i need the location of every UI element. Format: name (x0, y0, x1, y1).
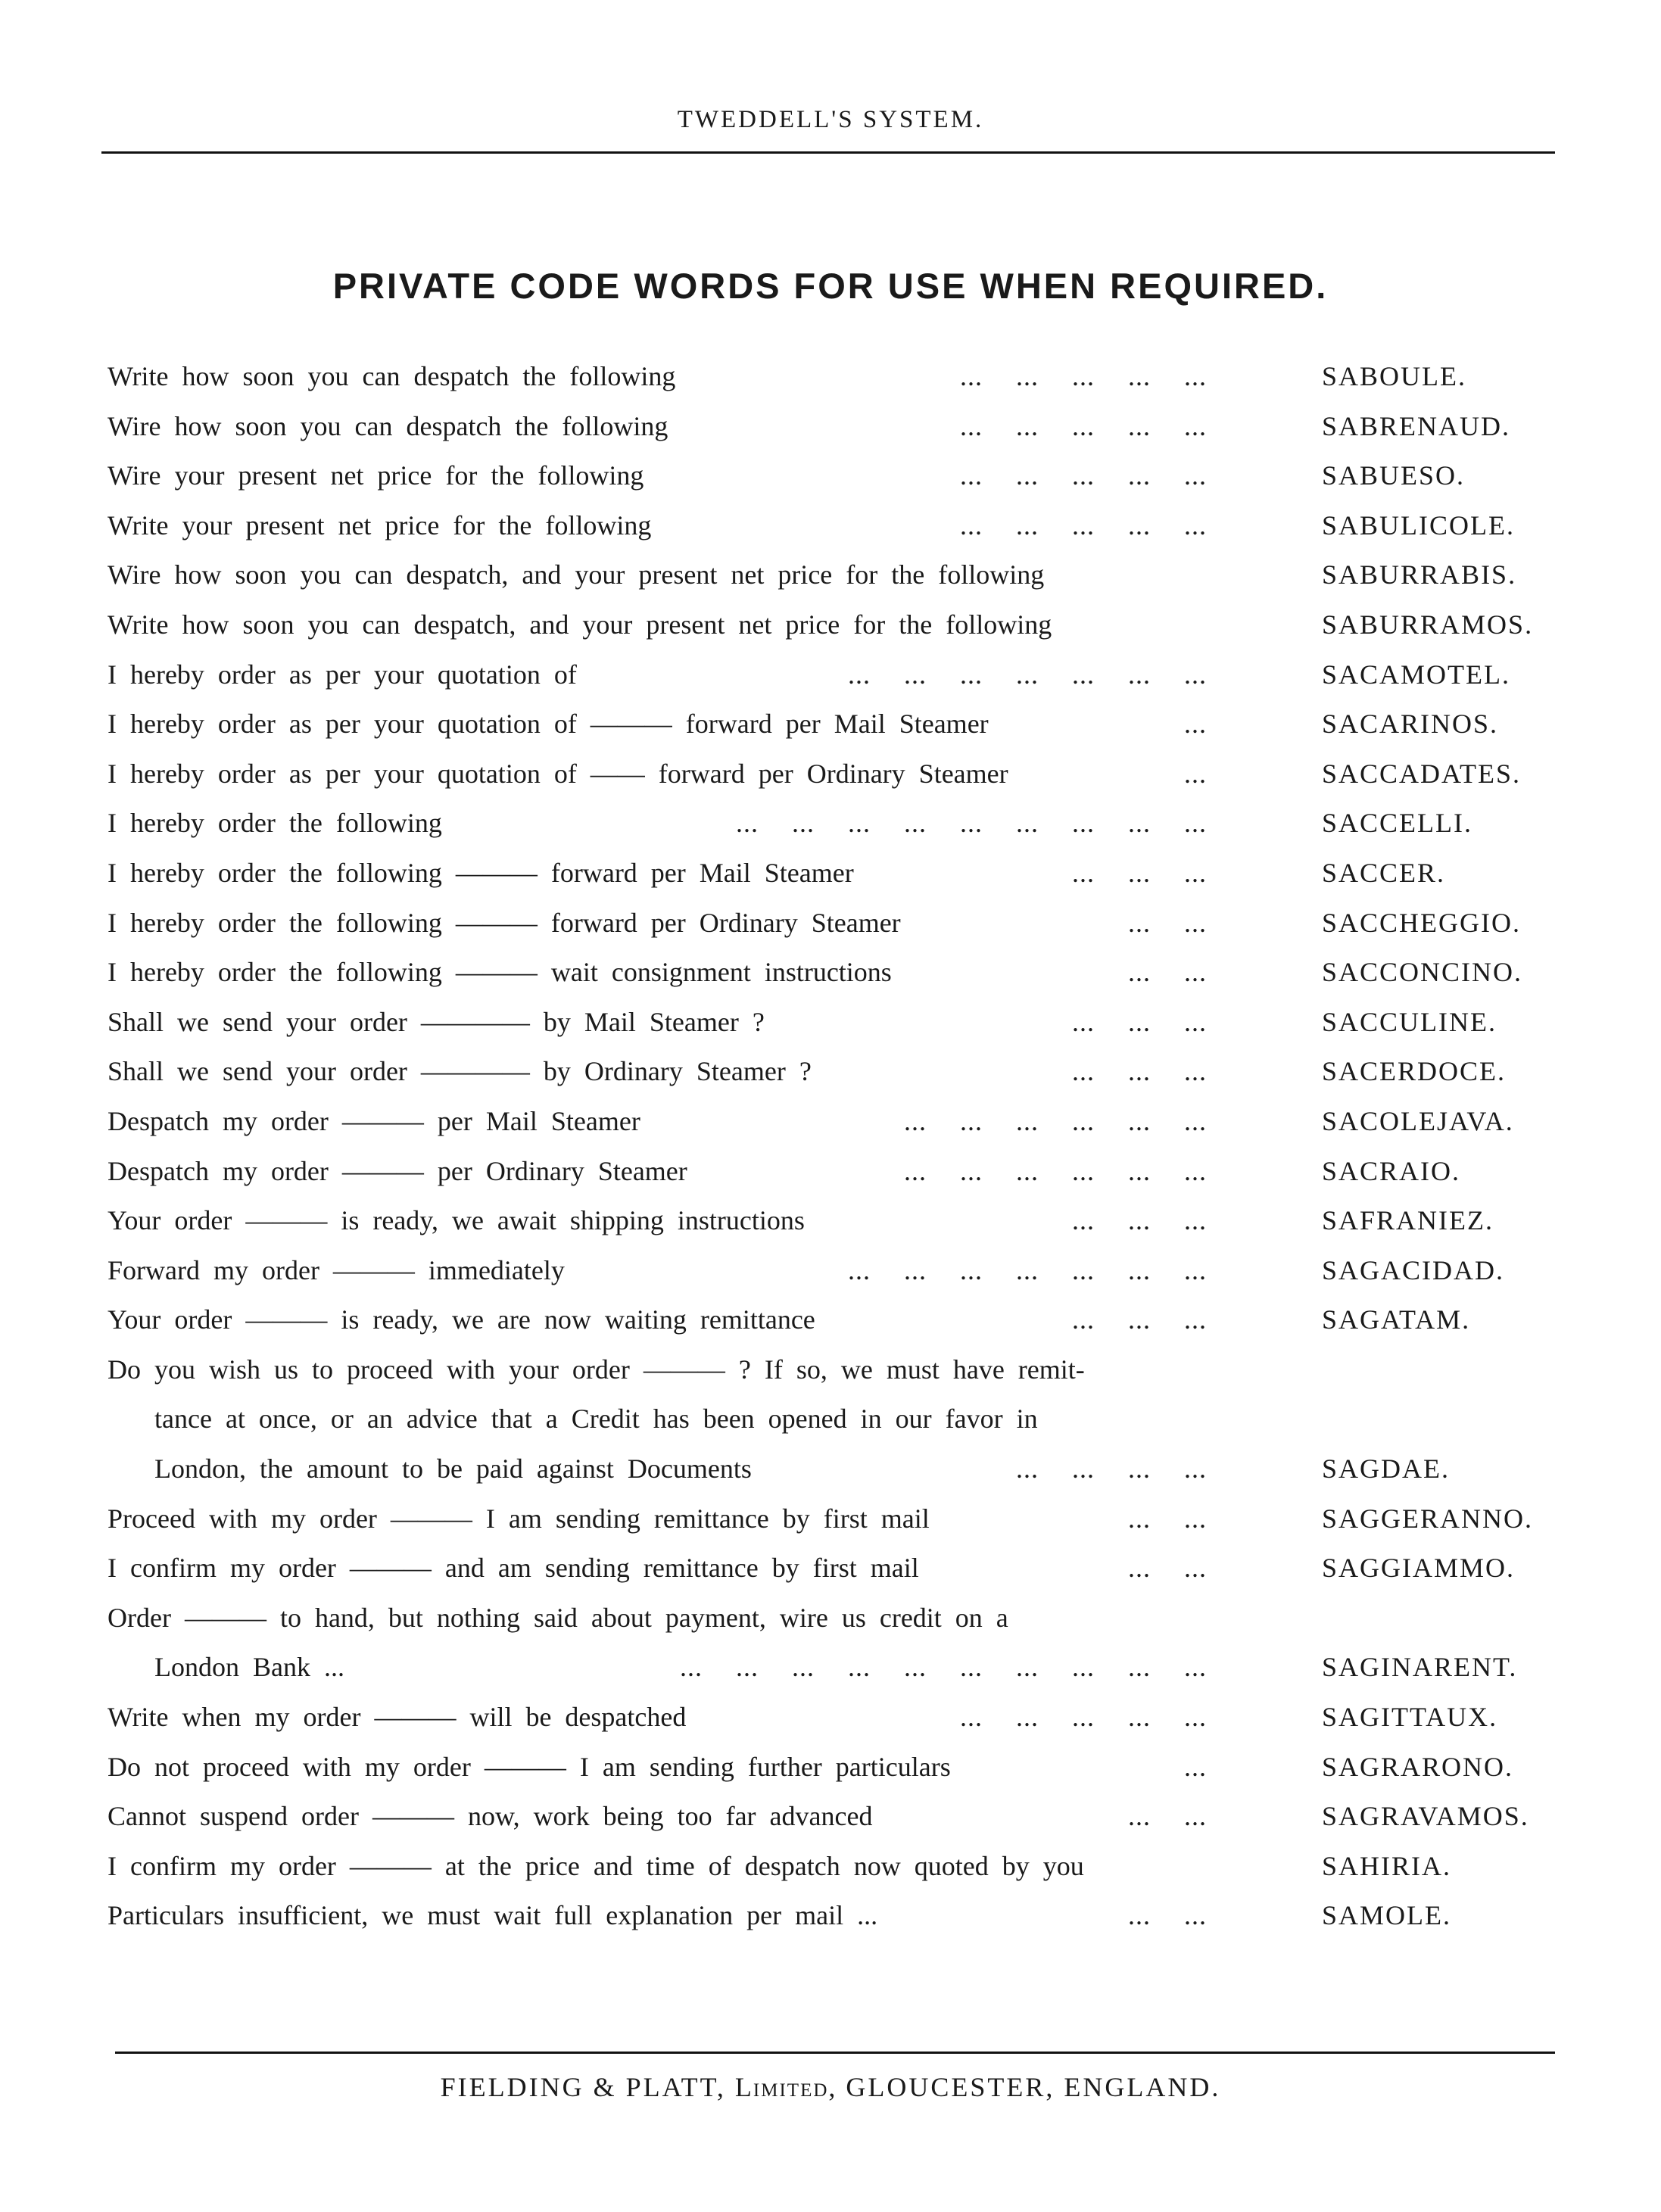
entry-phrase: I hereby order the following (108, 808, 442, 839)
entry-phrase: I confirm my order ——— at the price and time of despatch now quoted by you (108, 1850, 1084, 1881)
entry-phrase: Do not proceed with my order ——— I am sending further particulars (108, 1751, 951, 1782)
entry-phrase: Write how soon you can despatch, and your present net price for the following (108, 609, 1052, 640)
code-word: SAMOLE. (1322, 1900, 1452, 1931)
code-word: SACRAIO. (1322, 1155, 1461, 1186)
leader-dots: ... ... ... (1061, 1006, 1207, 1038)
entry-phrase: Despatch my order ——— per Ordinary Steamer (108, 1155, 687, 1186)
leader-dots: ... ... ... (1061, 1304, 1207, 1335)
code-word: SACCULINE. (1322, 1006, 1497, 1037)
code-word: SABUESO. (1322, 460, 1466, 491)
entry-phrase: Cannot suspend order ——— now, work being too far advanced (108, 1801, 873, 1832)
leader-dots: ... ... ... ... ... ... ... (837, 1254, 1207, 1286)
code-word: SAGRARONO. (1322, 1751, 1514, 1782)
code-word: SACERDOCE. (1322, 1056, 1507, 1087)
footer-location: GLOUCESTER, ENGLAND. (846, 2072, 1221, 2102)
code-entry (0, 1049, 1661, 1099)
leader-dots: ... ... ... ... ... ... ... ... ... (725, 807, 1207, 839)
code-entry-continuation (0, 1645, 1661, 1695)
code-entry (0, 1497, 1661, 1547)
code-entry (0, 553, 1661, 603)
running-head: TWEDDELL'S SYSTEM. (677, 106, 984, 133)
code-entry (0, 901, 1661, 951)
code-entry (0, 1745, 1661, 1795)
code-entry (0, 752, 1661, 802)
code-word: SABURRAMOS. (1322, 609, 1534, 640)
leader-dots: ... ... (1117, 1800, 1207, 1832)
footer-company: FIELDING & PLATT, (440, 2072, 726, 2102)
leader-dots: ... ... ... ... ... (949, 460, 1207, 491)
code-entry (0, 1000, 1661, 1050)
leader-dots: ... ... (1117, 1503, 1207, 1534)
entry-phrase: Order ——— to hand, but nothing said about payment, wire us credit on a (108, 1602, 1008, 1633)
code-word: SACAMOTEL. (1322, 659, 1511, 690)
leader-dots: ... ... ... ... ... (949, 410, 1207, 442)
code-entry (0, 1347, 1661, 1397)
code-entry (0, 1893, 1661, 1943)
leader-dots: ... ... ... ... ... ... (893, 1155, 1207, 1187)
entry-phrase: Your order ——— is ready, we await shipping instructions (108, 1205, 805, 1236)
code-entry (0, 354, 1661, 404)
code-word: SACCADATES. (1322, 758, 1522, 789)
code-word: SAGINARENT. (1322, 1652, 1518, 1683)
entry-phrase: Wire your present net price for the following (108, 460, 644, 491)
code-entry-continuation (0, 1397, 1661, 1447)
code-word: SAFRANIEZ. (1322, 1205, 1494, 1236)
entry-phrase: I hereby order as per your quotation of ——— forward per Mail Steamer (108, 709, 989, 740)
code-entry (0, 603, 1661, 653)
code-entry (0, 1596, 1661, 1646)
entry-phrase: Write when my order ——— will be despatched (108, 1702, 687, 1733)
entry-phrase: Shall we send your order ———— by Mail Steamer ? (108, 1006, 765, 1037)
code-word: SABOULE. (1322, 361, 1467, 391)
code-entry (0, 653, 1661, 703)
code-word: SAGGIAMMO. (1322, 1553, 1516, 1584)
leader-dots: ... ... ... (1061, 1204, 1207, 1236)
code-entry-continuation (0, 1447, 1661, 1497)
code-entry (0, 1794, 1661, 1844)
code-word: SACARINOS. (1322, 709, 1499, 740)
entry-phrase: Proceed with my order ——— I am sending remittance by first mail (108, 1503, 930, 1534)
code-word: SAGATAM. (1322, 1304, 1471, 1335)
entry-phrase: I hereby order the following ——— forward per Mail Steamer (108, 857, 854, 888)
entry-phrase: London, the amount to be paid against Documents (154, 1453, 752, 1485)
code-entry (0, 453, 1661, 503)
code-entry (0, 950, 1661, 1000)
code-word: SACOLEJAVA. (1322, 1105, 1514, 1136)
entry-phrase: Particulars insufficient, we must wait full explanation per mail ... (108, 1900, 878, 1931)
code-word: SACCONCINO. (1322, 957, 1523, 988)
code-word: SAGITTAUX. (1322, 1702, 1498, 1733)
entry-phrase: Write your present net price for the following (108, 509, 652, 541)
entry-phrase: Do you wish us to proceed with your order ——— ? If so, we must have remit- (108, 1354, 1085, 1385)
leader-dots: ... ... ... ... ... (949, 360, 1207, 392)
leader-dots: ... ... ... ... ... ... ... (837, 659, 1207, 690)
code-word: SAGACIDAD. (1322, 1254, 1505, 1285)
leader-dots: ... ... (1117, 1552, 1207, 1584)
code-word: SAGDAE. (1322, 1453, 1451, 1485)
code-entry (0, 1149, 1661, 1199)
leader-dots: ... ... ... (1061, 1055, 1207, 1087)
entry-phrase: I hereby order the following ——— wait consignment instructions (108, 957, 892, 988)
leader-dots: ... ... ... ... ... (949, 509, 1207, 541)
code-word: SABURRABIS. (1322, 559, 1517, 590)
code-word: SACCHEGGIO. (1322, 907, 1522, 938)
code-word: SAHIRIA. (1322, 1850, 1452, 1881)
code-entry (0, 503, 1661, 553)
leader-dots: ... ... (1117, 1899, 1207, 1931)
code-entry (0, 1546, 1661, 1596)
code-entry (0, 1298, 1661, 1347)
publisher-footer (0, 2071, 1661, 2103)
code-entry (0, 801, 1661, 851)
entry-phrase: Write how soon you can despatch the following (108, 361, 676, 391)
leader-dots: ... (1173, 1751, 1207, 1783)
leader-dots: ... (1173, 758, 1207, 790)
leader-dots: ... ... (1117, 907, 1207, 939)
footer-limited: Limited, (734, 2072, 837, 2102)
code-entry (0, 1844, 1661, 1894)
entry-phrase: Despatch my order ——— per Mail Steamer (108, 1105, 640, 1136)
page-title: PRIVATE CODE WORDS FOR USE WHEN REQUIRED. (332, 266, 1329, 306)
leader-dots: ... (1173, 708, 1207, 740)
entry-phrase: tance at once, or an advice that a Credit has been opened in our favor in (154, 1404, 1038, 1435)
code-entry (0, 702, 1661, 752)
entry-phrase: Wire how soon you can despatch, and your present net price for the following (108, 559, 1045, 590)
leader-dots: ... ... (1117, 956, 1207, 988)
code-entry (0, 404, 1661, 454)
entry-phrase: I confirm my order ——— and am sending remittance by first mail (108, 1553, 919, 1584)
code-entry (0, 851, 1661, 901)
entry-phrase: I hereby order as per your quotation of —— forward per Ordinary Steamer (108, 758, 1008, 789)
entry-phrase: Wire how soon you can despatch the following (108, 410, 668, 441)
entry-phrase: Shall we send your order ———— by Ordinary Steamer ? (108, 1056, 812, 1087)
code-entry (0, 1248, 1661, 1298)
entry-phrase: London Bank ... (154, 1652, 344, 1683)
code-word: SAGRAVAMOS. (1322, 1801, 1529, 1832)
entry-phrase: Your order ——— is ready, we are now waiting remittance (108, 1304, 815, 1335)
leader-dots: ... ... ... ... ... ... (893, 1105, 1207, 1137)
leader-dots: ... ... ... ... ... (949, 1701, 1207, 1733)
leader-dots: ... ... ... (1061, 857, 1207, 889)
code-word: SACCELLI. (1322, 808, 1473, 839)
code-entry (0, 1695, 1661, 1745)
code-entry (0, 1198, 1661, 1248)
leader-dots: ... ... ... ... ... ... ... ... ... ... (669, 1651, 1207, 1683)
footer-rule (115, 2052, 1555, 2054)
code-word: SABULICOLE. (1322, 509, 1515, 541)
code-word: SACCER. (1322, 857, 1446, 888)
entry-phrase: I hereby order as per your quotation of (108, 659, 577, 690)
code-word: SABRENAUD. (1322, 410, 1511, 441)
header-rule (101, 151, 1555, 154)
entry-phrase: Forward my order ——— immediately (108, 1254, 565, 1285)
code-entry (0, 1099, 1661, 1149)
code-word-list (0, 354, 1661, 1943)
entry-phrase: I hereby order the following ——— forward per Ordinary Steamer (108, 907, 901, 938)
leader-dots: ... ... ... ... (1005, 1453, 1207, 1485)
code-word: SAGGERANNO. (1322, 1503, 1534, 1534)
